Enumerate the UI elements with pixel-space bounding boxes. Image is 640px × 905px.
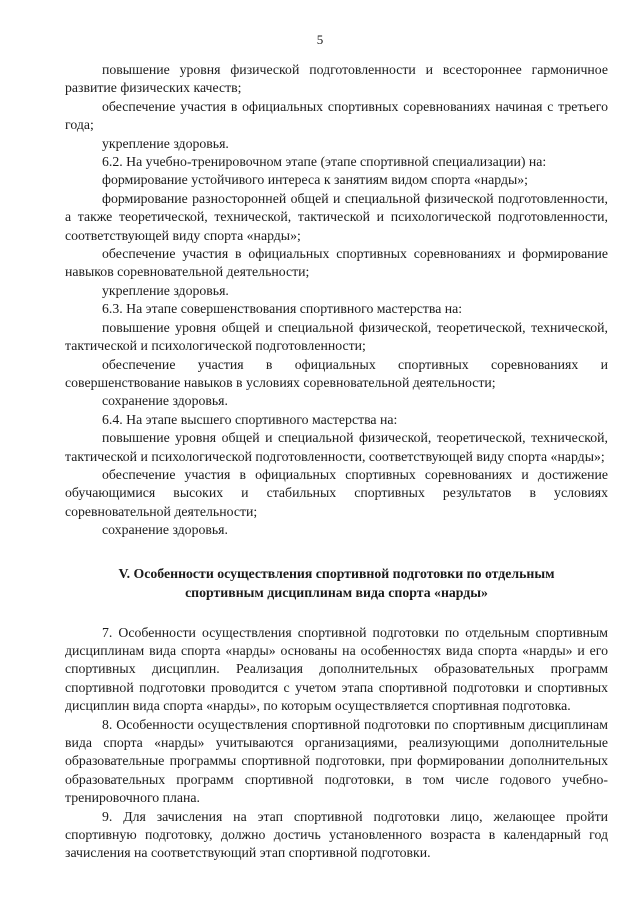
paragraph: сохранение здоровья.: [102, 393, 228, 409]
paragraph: сохранение здоровья.: [102, 522, 228, 538]
paragraph: формирование устойчивого интереса к занятиям видом спорта «нарды»;: [102, 172, 529, 188]
paragraph: укрепление здоровья.: [102, 282, 229, 298]
page-number: 5: [316, 32, 324, 47]
section-heading-line-1: V. Особенности осуществления спортивной подготовки по отдельным: [118, 565, 555, 581]
paragraph: 9. Для зачисления на этап спортивной подготовки лицо, желающее пройти спортивную подготовку, должно достичь установленного возраста в календарный год зачисления на соответствующий этап спортивной подготовки.: [65, 808, 608, 861]
paragraph: обеспечение участия в официальных спортивных соревнованиях начиная с третьего года;: [65, 98, 608, 133]
subsection-title: 6.3. На этапе совершенствования спортивного мастерства на:: [102, 301, 463, 317]
section-heading: [65, 564, 608, 602]
paragraph: повышение уровня общей и специальной физической, теоретической, технической, тактической и психологической подготовленности, соответствующей виду спорта «нарды»;: [65, 430, 608, 464]
paragraph: формирование разносторонней общей и специальной физической подготовленности, а также теоретической, технической, тактической и психологической подготовленности, соответствующей виду спорта «нарды»;: [65, 190, 608, 243]
paragraph: обеспечение участия в официальных спортивных соревнованиях и достижение обучающимися высоких и стабильных спортивных результатов в условиях соревновательной деятельности;: [65, 466, 608, 519]
paragraph: обеспечение участия в официальных спортивных соревнованиях и совершенствование навыков в условиях соревновательной деятельности;: [65, 356, 608, 390]
paragraph: укрепление здоровья.: [102, 135, 229, 151]
paragraph: 8. Особенности осуществления спортивной подготовки по спортивным дисциплинам вида спорта «нарды» учитываются организациями, реализующими дополнительные образовательные программы спортивной подготовки, при формировании дополнительных образовательных программ спортивной подготовки, в том числе годового учебно-тренировочного плана.: [65, 716, 608, 806]
subsection-title: 6.4. На этапе высшего спортивного мастерства на:: [102, 411, 398, 427]
paragraph: повышение уровня общей и специальной физической, теоретической, технической, тактической и психологической подготовленности;: [65, 319, 608, 354]
section-heading-line-2: спортивным дисциплинам вида спорта «нарды»: [185, 584, 488, 600]
paragraph: повышение уровня физической подготовленности и всестороннее гармоничное развитие физических качеств;: [65, 62, 608, 96]
paragraph: обеспечение участия в официальных спортивных соревнованиях и формирование навыков соревновательной деятельности;: [65, 246, 608, 280]
document-body: [65, 61, 608, 863]
paragraph: 7. Особенности осуществления спортивной подготовки по отдельным спортивным дисциплинам вида спорта «нарды» основаны на особенностях вида спорта «нарды» и его спортивных дисциплин. Реализация дополнительных образовательных программ спортивной подготовки проводится с учетом этапа спортивной подготовки и спортивных дисциплин вида спорта «нарды», по которым осуществляется спортивная подготовка.: [65, 624, 608, 714]
subsection-title: 6.2. На учебно-тренировочном этапе (этапе спортивной специализации) на:: [102, 154, 547, 170]
